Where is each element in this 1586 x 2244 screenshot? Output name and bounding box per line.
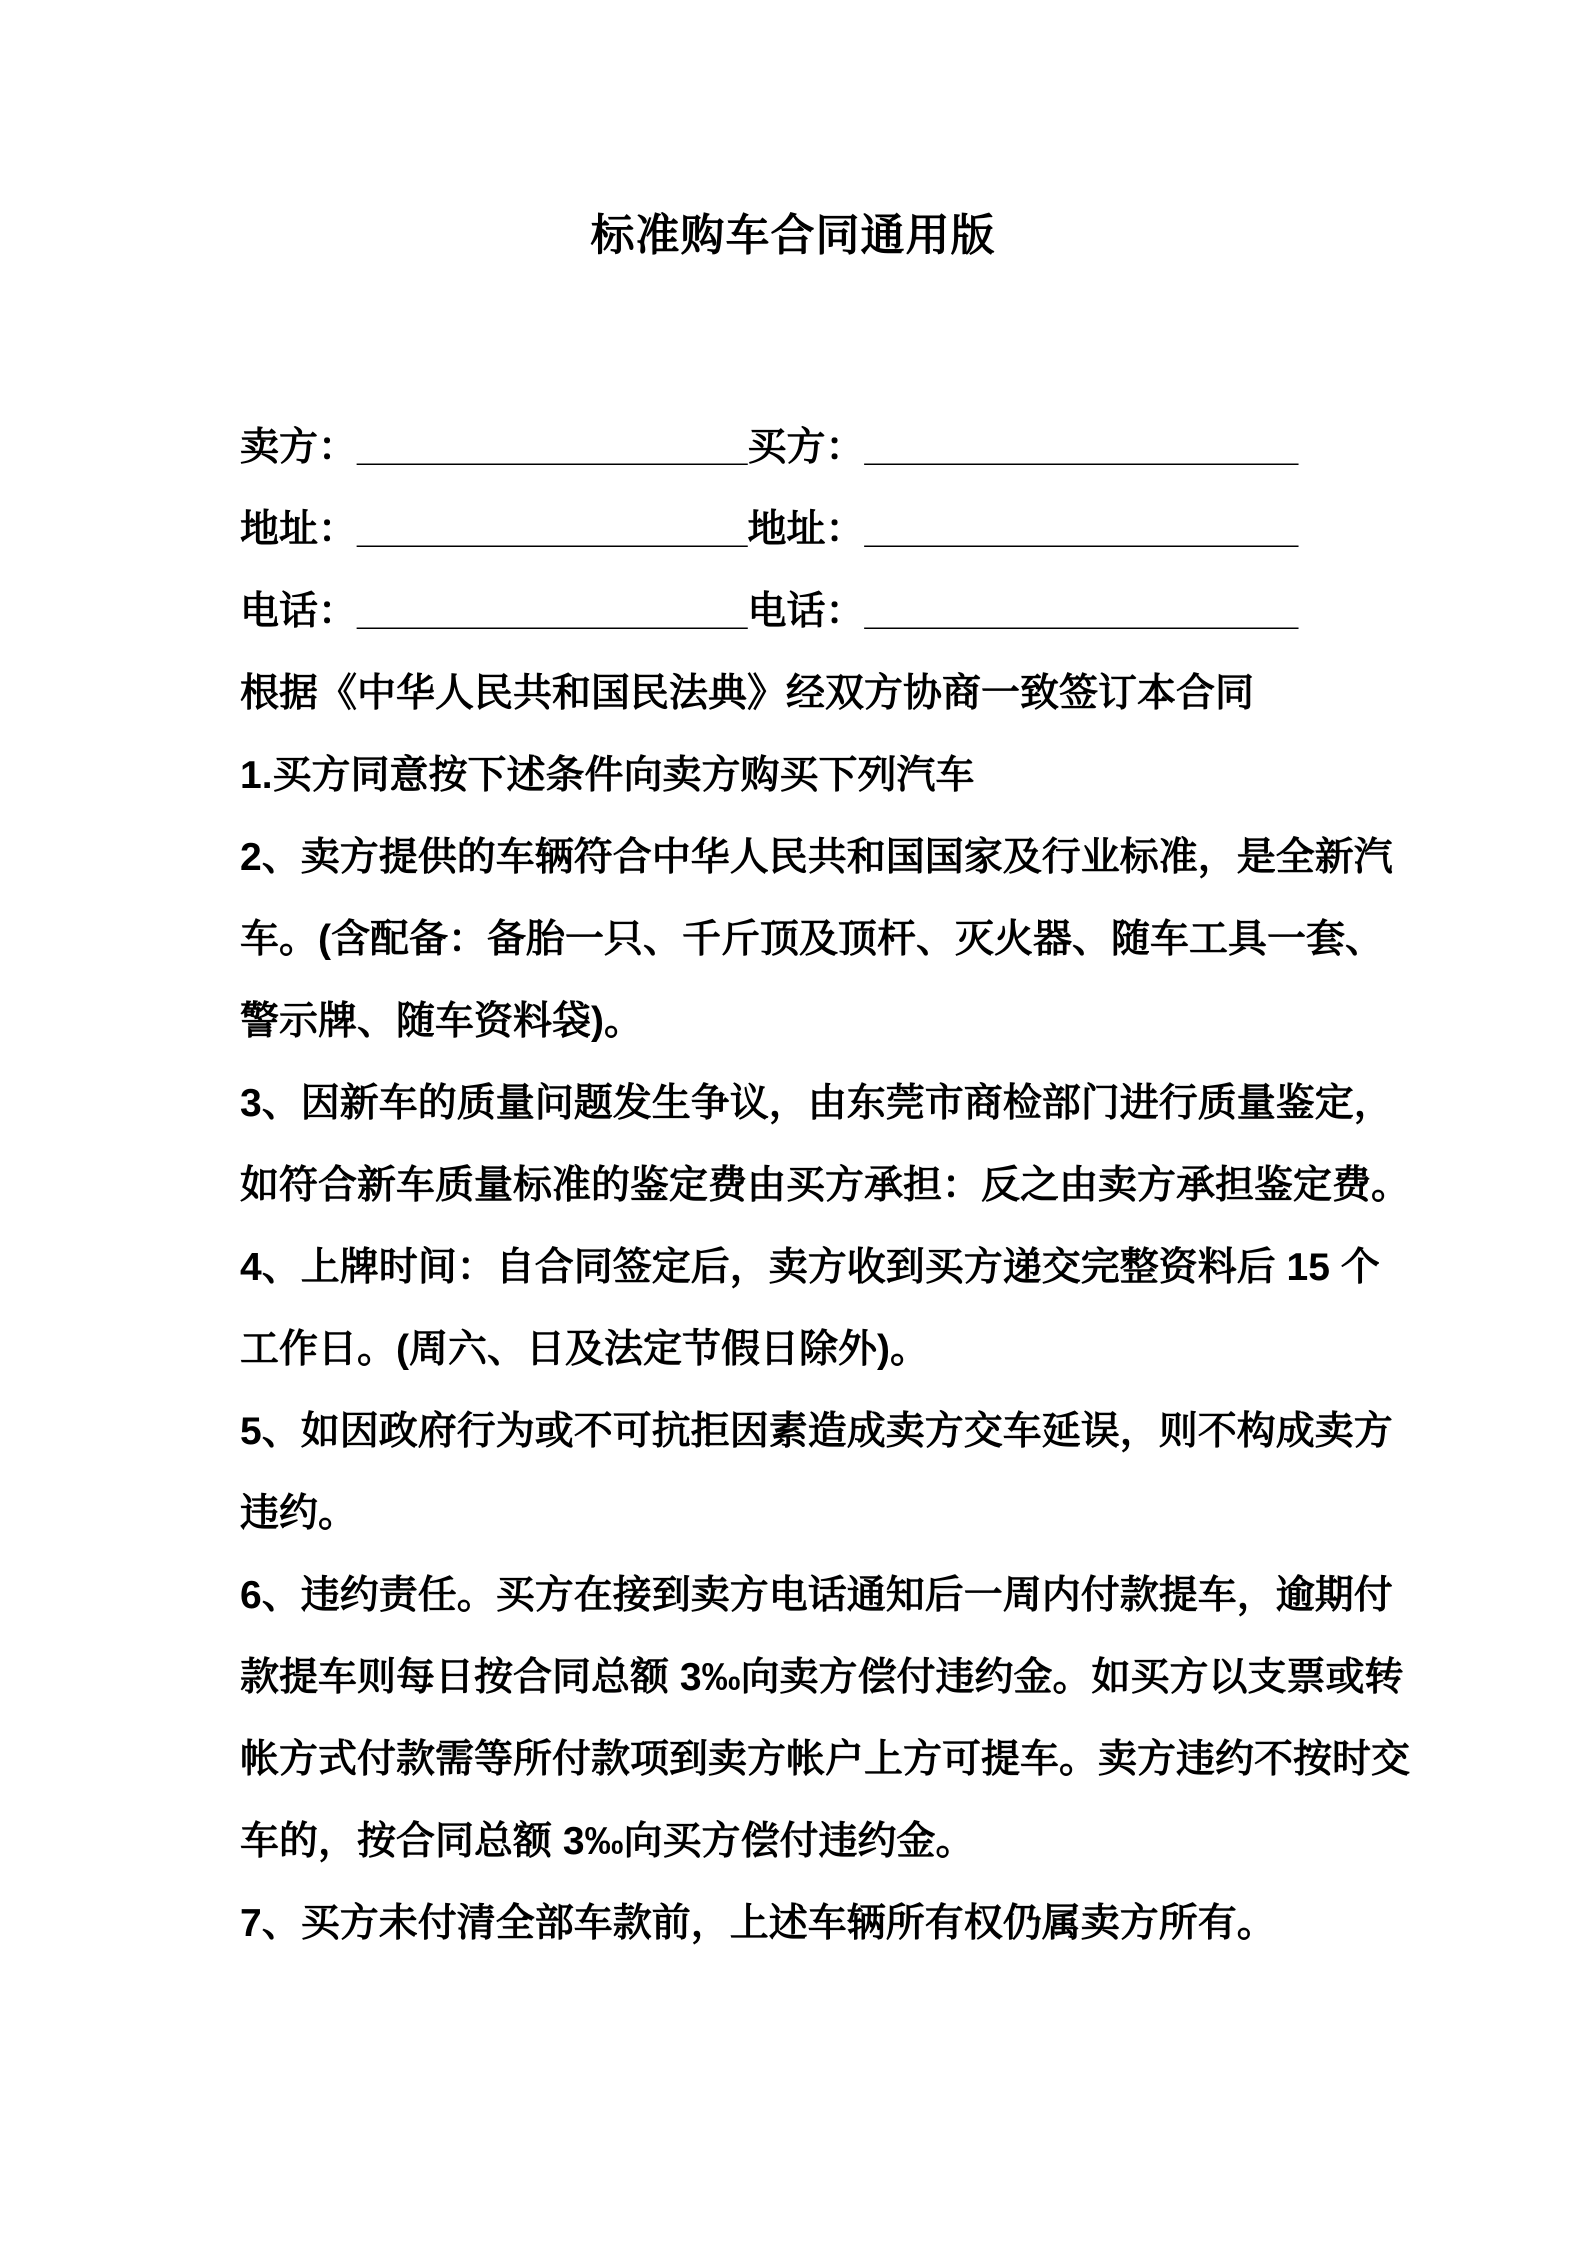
clause-1-line: 1.买方同意按下述条件向卖方购买下列汽车 [240, 754, 975, 797]
clause-4-line-1: 4、上牌时间：自合同签定后，卖方收到买方递交完整资料后 15 个 [240, 1246, 1380, 1289]
legal-basis-line: 根据《中华人民共和国民法典》经双方协商一致签订本合同 [240, 672, 1255, 715]
buyer-address-blank: ____________________ [864, 508, 1299, 551]
clause-4-line-2: 工作日。(周六、日及法定节假日除外)。 [240, 1328, 929, 1371]
clause-6-line-3: 帐方式付款需等所付款项到卖方帐户上方可提车。卖方违约不按时交 [240, 1738, 1411, 1781]
seller-address-label: 地址： [240, 508, 358, 551]
party-row-phones [240, 571, 1410, 653]
clause-3-line-1: 3、因新车的质量问题发生争议，由东莞市商检部门进行质量鉴定， [240, 1082, 1393, 1125]
clause-3-line-2: 如符合新车质量标准的鉴定费由买方承担：反之由卖方承担鉴定费。 [240, 1164, 1411, 1207]
clause-2-line-3: 警示牌、随车资料袋)。 [240, 1000, 643, 1043]
seller-address-blank: __________________ [357, 508, 748, 551]
buyer-address-label: 地址： [747, 508, 865, 551]
clause-6-line-1: 6、违约责任。买方在接到卖方电话通知后一周内付款提车，逾期付 [240, 1574, 1393, 1617]
seller-phone-blank: __________________ [357, 590, 748, 633]
contract-body [240, 407, 1410, 1965]
party-row-names [240, 407, 1410, 489]
clause-7-line: 7、买方未付清全部车款前，上述车辆所有权仍属卖方所有。 [240, 1902, 1276, 1945]
buyer-phone-blank: ____________________ [864, 590, 1299, 633]
seller-name-blank: __________________ [357, 426, 748, 469]
seller-label: 卖方： [240, 426, 358, 469]
party-row-addresses [240, 489, 1410, 571]
buyer-label: 买方： [747, 426, 865, 469]
clause-2-line-1: 2、卖方提供的车辆符合中华人民共和国国家及行业标准，是全新汽 [240, 836, 1393, 879]
page-title: 标准购车合同通用版 [590, 211, 996, 260]
buyer-phone-label: 电话： [747, 590, 865, 633]
clause-6-line-4: 车的，按合同总额 3‰向买方偿付违约金。 [240, 1820, 975, 1863]
buyer-name-blank: ____________________ [864, 426, 1299, 469]
seller-phone-label: 电话： [240, 590, 358, 633]
clause-6-line-2: 款提车则每日按合同总额 3‰向卖方偿付违约金。如买方以支票或转 [240, 1656, 1404, 1699]
clause-2-line-2: 车。(含配备：备胎一只、千斤顶及顶杆、灭火器、随车工具一套、 [240, 918, 1384, 961]
clause-5-line-1: 5、如因政府行为或不可抗拒因素造成卖方交车延误，则不构成卖方 [240, 1410, 1393, 1453]
clause-5-line-2: 违约。 [240, 1492, 358, 1535]
